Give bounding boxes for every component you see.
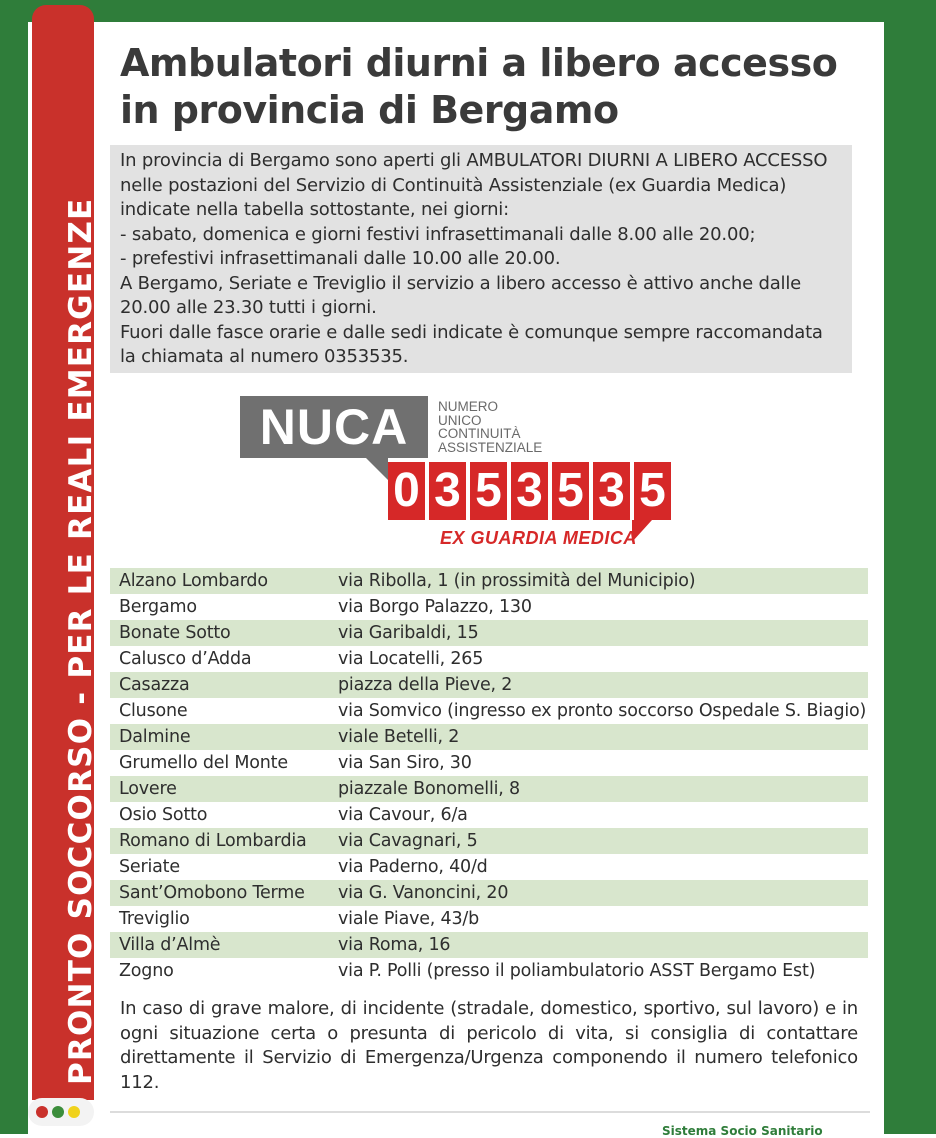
location-city: Seriate bbox=[119, 857, 180, 877]
phone-digit: 3 bbox=[429, 462, 466, 520]
table-row bbox=[110, 880, 868, 906]
location-address: via Roma, 16 bbox=[338, 935, 451, 955]
phone-digit: 3 bbox=[511, 462, 548, 520]
intro-line: nelle postazioni del Servizio di Continuità Assistenziale (ex Guardia Medica) bbox=[120, 174, 787, 196]
phone-digit: 5 bbox=[470, 462, 507, 520]
location-address: via G. Vanoncini, 20 bbox=[338, 883, 509, 903]
table-row bbox=[110, 672, 868, 698]
location-city: Bergamo bbox=[119, 597, 197, 617]
location-address: viale Piave, 43/b bbox=[338, 909, 480, 929]
table-row bbox=[110, 568, 868, 594]
location-address: via San Siro, 30 bbox=[338, 753, 472, 773]
nuca-subtitle-line: CONTINUITÀ bbox=[438, 426, 521, 441]
table-row bbox=[110, 828, 868, 854]
location-city: Sant’Omobono Terme bbox=[119, 883, 305, 903]
table-row bbox=[110, 854, 868, 880]
table-row bbox=[110, 750, 868, 776]
location-address: via Paderno, 40/d bbox=[338, 857, 488, 877]
table-row bbox=[110, 776, 868, 802]
location-city: Grumello del Monte bbox=[119, 753, 288, 773]
location-city: Clusone bbox=[119, 701, 188, 721]
phone-digit: 3 bbox=[593, 462, 630, 520]
table-row bbox=[110, 594, 868, 620]
phone-digit: 0 bbox=[388, 462, 425, 520]
location-city: Lovere bbox=[119, 779, 177, 799]
phone-digit: 5 bbox=[552, 462, 589, 520]
emergency-note: In caso di grave malore, di incidente (stradale, domestico, sportivo, sul lavoro) e in ogni situazione certa o presunta di pericolo di vita, si consiglia di contattare direttamente il Servizio di Emergenza/Urgenza componendo il numero telefonico 112. bbox=[120, 998, 858, 1093]
intro-line: In provincia di Bergamo sono aperti gli AMBULATORI DIURNI A LIBERO ACCESSO bbox=[120, 150, 828, 171]
table-row bbox=[110, 958, 868, 984]
speech-bubble-tail bbox=[366, 458, 388, 480]
location-city: Villa d’Almè bbox=[119, 935, 221, 955]
location-address: via Somvico (ingresso ex pronto soccorso Ospedale S. Biagio) bbox=[338, 701, 867, 721]
intro-line: - prefestivi infrasettimanali dalle 10.00 alle 20.00. bbox=[120, 248, 561, 269]
table-row bbox=[110, 906, 868, 932]
title-line-1: Ambulatori diurni a libero accesso bbox=[120, 41, 838, 85]
intro-line: Fuori dalle fasce orarie e dalle sedi indicate è comunque sempre raccomandata bbox=[120, 321, 823, 343]
table-row bbox=[110, 698, 868, 724]
ex-guardia-medica-caption: EX GUARDIA MEDICA bbox=[440, 528, 637, 548]
intro-line: 20.00 alle 23.30 tutti i giorni. bbox=[120, 297, 377, 318]
footer-text: Sistema Socio Sanitario bbox=[662, 1124, 823, 1138]
location-address: via Locatelli, 265 bbox=[338, 649, 484, 669]
green-light-dot bbox=[52, 1106, 64, 1118]
location-city: Osio Sotto bbox=[119, 805, 208, 825]
location-city: Bonate Sotto bbox=[119, 623, 231, 643]
locations-table bbox=[110, 568, 868, 984]
nuca-acronym: NUCA bbox=[240, 396, 428, 458]
table-row bbox=[110, 932, 868, 958]
nuca-logo bbox=[240, 396, 730, 546]
phone-digit: 5 bbox=[634, 462, 671, 520]
title-line-2: in provincia di Bergamo bbox=[120, 88, 619, 132]
side-banner-text: PRONTO SOCCORSO - PER LE REALI EMERGENZE bbox=[63, 197, 99, 1085]
traffic-light-icon bbox=[28, 1098, 94, 1126]
intro-line: la chiamata al numero 0353535. bbox=[120, 346, 409, 367]
location-address: via Cavagnari, 5 bbox=[338, 831, 478, 851]
yellow-light-dot bbox=[68, 1106, 80, 1118]
location-address: piazzale Bonomelli, 8 bbox=[338, 779, 520, 799]
location-address: via Garibaldi, 15 bbox=[338, 623, 479, 643]
location-city: Casazza bbox=[119, 675, 190, 695]
intro-line: - sabato, domenica e giorni festivi infrasettimanali dalle 8.00 alle 20.00; bbox=[120, 223, 756, 245]
location-address: via Ribolla, 1 (in prossimità del Municipio) bbox=[338, 571, 696, 591]
nuca-subtitle-line: ASSISTENZIALE bbox=[438, 439, 543, 455]
location-address: via Borgo Palazzo, 130 bbox=[338, 597, 532, 617]
intro-line: indicate nella tabella sottostante, nei giorni: bbox=[120, 199, 509, 220]
nuca-subtitle-line: UNICO bbox=[438, 412, 482, 428]
location-city: Calusco d’Adda bbox=[119, 649, 252, 669]
page-title bbox=[120, 40, 860, 134]
location-city: Romano di Lombardia bbox=[119, 831, 307, 851]
nuca-subtitle bbox=[438, 400, 542, 454]
location-address: viale Betelli, 2 bbox=[338, 727, 460, 747]
table-row bbox=[110, 724, 868, 750]
nuca-subtitle-line: NUMERO bbox=[438, 399, 498, 414]
location-city: Alzano Lombardo bbox=[119, 571, 268, 591]
location-city: Treviglio bbox=[119, 909, 190, 929]
location-city: Dalmine bbox=[119, 727, 191, 747]
location-address: piazza della Pieve, 2 bbox=[338, 675, 513, 695]
intro-box bbox=[110, 145, 852, 373]
table-row bbox=[110, 802, 868, 828]
red-light-dot bbox=[36, 1106, 48, 1118]
intro-line: A Bergamo, Seriate e Treviglio il servizio a libero accesso è attivo anche dalle bbox=[120, 272, 802, 294]
table-row bbox=[110, 646, 868, 672]
location-address: via Cavour, 6/a bbox=[338, 805, 468, 825]
divider bbox=[110, 1111, 870, 1113]
location-address: via P. Polli (presso il poliambulatorio ASST Bergamo Est) bbox=[338, 961, 816, 981]
table-row bbox=[110, 620, 868, 646]
location-city: Zogno bbox=[119, 961, 174, 981]
